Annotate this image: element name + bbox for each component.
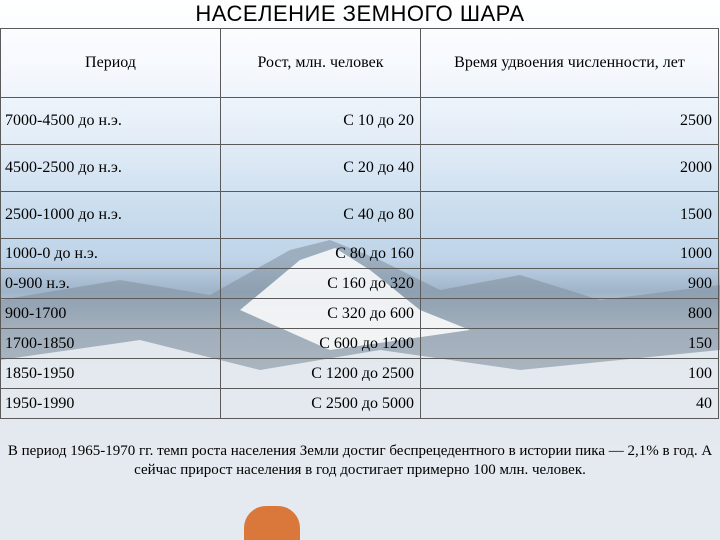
doubling-cell: 1000 bbox=[421, 239, 719, 269]
growth-cell: С 1200 до 2500 bbox=[221, 359, 421, 389]
period-cell: 1850-1950 bbox=[1, 359, 221, 389]
doubling-cell: 800 bbox=[421, 299, 719, 329]
table-row bbox=[1, 329, 719, 359]
table-row bbox=[1, 239, 719, 269]
period-cell: 7000-4500 до н.э. bbox=[1, 98, 221, 145]
doubling-cell: 40 bbox=[421, 389, 719, 419]
page-title: НАСЕЛЕНИЕ ЗЕМНОГО ШАРА bbox=[195, 1, 525, 26]
period-cell: 900-1700 bbox=[1, 299, 221, 329]
column-header-period: Период bbox=[1, 29, 221, 98]
growth-cell: С 600 до 1200 bbox=[221, 329, 421, 359]
climber-figure bbox=[244, 506, 300, 540]
population-table bbox=[0, 28, 719, 419]
doubling-cell: 2000 bbox=[421, 145, 719, 192]
growth-cell: С 40 до 80 bbox=[221, 192, 421, 239]
table-header-row bbox=[1, 29, 719, 98]
table-row bbox=[1, 145, 719, 192]
period-cell: 1950-1990 bbox=[1, 389, 221, 419]
doubling-cell: 100 bbox=[421, 359, 719, 389]
growth-cell: С 320 до 600 bbox=[221, 299, 421, 329]
table-row bbox=[1, 389, 719, 419]
population-note: В период 1965-1970 гг. темп роста населения Земли достиг беспрецедентного в истории пика — 2,1% в год. А сейчас прирост населения в год достигает примерно 100 млн. человек. bbox=[7, 443, 713, 478]
growth-cell: С 10 до 20 bbox=[221, 98, 421, 145]
doubling-cell: 2500 bbox=[421, 98, 719, 145]
period-cell: 1000-0 до н.э. bbox=[1, 239, 221, 269]
period-cell: 1700-1850 bbox=[1, 329, 221, 359]
table-row bbox=[1, 269, 719, 299]
table-row bbox=[1, 192, 719, 239]
column-header-doubling-time: Время удвоения численности, лет bbox=[421, 29, 719, 98]
doubling-cell: 1500 bbox=[421, 192, 719, 239]
growth-cell: С 2500 до 5000 bbox=[221, 389, 421, 419]
table-row bbox=[1, 98, 719, 145]
period-cell: 2500-1000 до н.э. bbox=[1, 192, 221, 239]
growth-cell: С 160 до 320 bbox=[221, 269, 421, 299]
growth-cell: С 20 до 40 bbox=[221, 145, 421, 192]
table-row bbox=[1, 359, 719, 389]
period-cell: 4500-2500 до н.э. bbox=[1, 145, 221, 192]
doubling-cell: 900 bbox=[421, 269, 719, 299]
growth-cell: С 80 до 160 bbox=[221, 239, 421, 269]
table-row bbox=[1, 299, 719, 329]
column-header-growth: Рост, млн. человек bbox=[221, 29, 421, 98]
doubling-cell: 150 bbox=[421, 329, 719, 359]
period-cell: 0-900 н.э. bbox=[1, 269, 221, 299]
